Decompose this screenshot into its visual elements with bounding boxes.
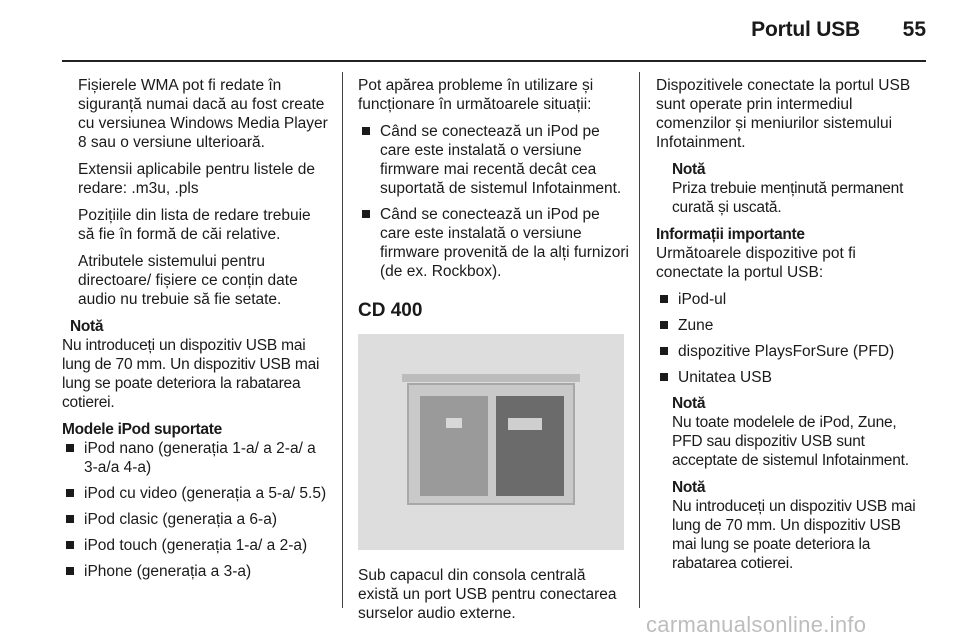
- note-title: Notă: [672, 479, 706, 496]
- list-item: dispozitive PlaysForSure (PFD): [656, 342, 924, 361]
- list-item: Zune: [656, 316, 924, 335]
- column-divider-1: [342, 72, 343, 608]
- paragraph-extensions: Extensii aplicabile pentru listele de redare: .m3u, .pls: [78, 161, 315, 197]
- note-title: Notă: [672, 161, 706, 178]
- problems-intro: Pot apărea probleme în utilizare și funcționare în următoarele situații:: [358, 77, 594, 113]
- list-item: iPhone (generația a 3-a): [62, 562, 330, 581]
- note-title: Notă: [672, 395, 706, 412]
- page-number: 55: [902, 18, 926, 41]
- important-info-title: Informații importante: [656, 226, 805, 243]
- paragraph-attributes: Atributele sistemului pentru directoare/ fișiere ce conțin date audio nu trebuie să fie setate.: [78, 253, 298, 308]
- list-item: Când se conectează un iPod pe care este instalată o versiune firmware mai recentă decât cea suportată de sistemul Infotainment.: [358, 122, 630, 198]
- list-item: iPod cu video (generația a 5-a/ 5.5): [62, 484, 330, 503]
- note-text: Nu introduceți un dispozitiv USB mai lung de 70 mm. Un dispozitiv USB mai lung se poate deteriora la rabatarea cotierei.: [672, 498, 916, 572]
- section-heading: CD 400: [358, 300, 423, 321]
- note-text: Nu toate modelele de iPod, Zune, PFD sau dispozitiv USB sunt acceptate de sistemul Infotainment.: [672, 414, 909, 469]
- note-title: Notă: [70, 318, 104, 335]
- paragraph-wma: Fișierele WMA pot fi redate în siguranță numai dacă au fost create cu versiunea Windows Media Player 8 sau o versiune ulterioară.: [78, 77, 328, 151]
- list-item: Când se conectează un iPod pe care este instalată o versiune firmware provenită de la alți furnizori (de ex. Rockbox).: [358, 205, 630, 281]
- watermark: carmanualsonline.info: [646, 612, 867, 637]
- note-text: Nu introduceți un dispozitiv USB mai lung de 70 mm. Un dispozitiv USB mai lung se poate deteriora la rabatarea cotierei.: [62, 337, 320, 411]
- usb-port-photo: [358, 334, 624, 550]
- list-item: iPod nano (generația 1-a/ a 2-a/ a 3-a/a 4-a): [62, 439, 330, 477]
- devices-intro: Dispozitivele conectate la portul USB sunt operate prin intermediul comenzilor și meniurilor sistemului Infotainment.: [656, 77, 911, 151]
- header-rule: [62, 60, 926, 62]
- column-1: [62, 76, 330, 588]
- usb-port-illustration: [358, 334, 624, 550]
- paragraph-positions: Pozițiile din lista de redare trebuie să fie în formă de căi relative.: [78, 207, 311, 243]
- list-item: iPod clasic (generația a 6-a): [62, 510, 330, 529]
- list-item: Unitatea USB: [656, 368, 924, 387]
- page-header-title: Portul USB: [751, 18, 860, 41]
- column-3: [656, 76, 924, 581]
- photo-caption: Sub capacul din consola centrală există un port USB pentru conectarea surselor audio externe.: [358, 567, 617, 622]
- problems-list: [358, 122, 630, 281]
- devices-list: [656, 290, 924, 387]
- ipod-models-title: Modele iPod suportate: [62, 421, 222, 438]
- ipod-models-list: [62, 439, 330, 581]
- list-item: iPod-ul: [656, 290, 924, 309]
- note-text: Priza trebuie menținută permanent curată și uscată.: [672, 180, 904, 216]
- list-item: iPod touch (generația 1-a/ a 2-a): [62, 536, 330, 555]
- column-2: [358, 76, 630, 631]
- important-info-text: Următoarele dispozitive pot fi conectate la portul USB:: [656, 245, 856, 281]
- column-divider-2: [639, 72, 640, 608]
